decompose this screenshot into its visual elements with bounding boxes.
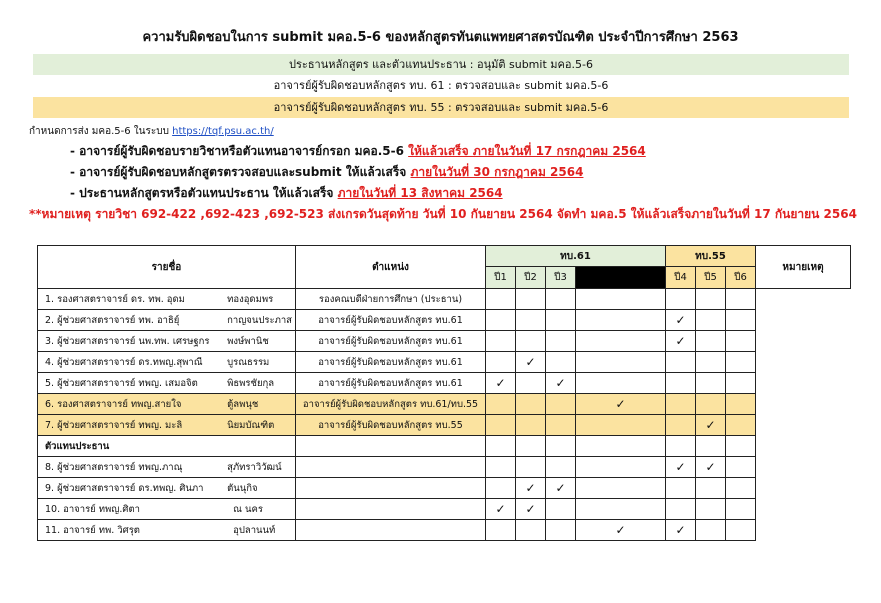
check-cell xyxy=(546,520,576,541)
check-cell xyxy=(486,331,516,352)
remark-cell xyxy=(726,310,756,331)
row-number: 2. xyxy=(45,314,55,326)
person-name-cell xyxy=(38,394,296,415)
header-year-4: ปี4 xyxy=(666,267,696,289)
person-title-name: รองศาสตราจารย์ ทพญ.สายใจ xyxy=(57,398,182,410)
position-cell xyxy=(296,499,486,520)
header-remark: หมายเหตุ xyxy=(756,246,851,289)
remark-cell xyxy=(726,373,756,394)
person-surname: ตันนุกิจ xyxy=(227,482,258,494)
check-cell xyxy=(576,520,666,541)
check-icon: ✓ xyxy=(675,334,686,348)
header-year-5: ปี5 xyxy=(696,267,726,289)
check-cell xyxy=(666,520,696,541)
bullet-1-deadline: ให้แล้วเสร็จ ภายในวันที่ 17 กรกฎาคม 2564 xyxy=(408,144,646,158)
check-icon: ✓ xyxy=(615,397,626,411)
person-title-name: รองศาสตราจารย์ ดร. ทพ. อุดม xyxy=(57,293,185,305)
bullet-1 xyxy=(70,142,646,161)
check-cell xyxy=(486,457,516,478)
deadline-note-text: กำหนดการส่ง มคอ.5-6 ในระบบ xyxy=(29,126,173,137)
position-cell: อาจารย์ผู้รับผิดชอบหลักสูตร ทบ.61 xyxy=(296,352,486,373)
band-tb55: อาจารย์ผู้รับผิดชอบหลักสูตร ทบ. 55 : ตรวจสอบและ submit มคอ.5-6 xyxy=(33,97,849,118)
check-cell xyxy=(696,436,726,457)
table-row xyxy=(38,331,851,352)
check-cell xyxy=(696,352,726,373)
remark-cell xyxy=(726,457,756,478)
check-cell xyxy=(666,310,696,331)
header-name: รายชื่อ xyxy=(38,246,296,289)
check-icon: ✓ xyxy=(495,502,506,516)
check-icon: ✓ xyxy=(705,460,716,474)
check-cell xyxy=(666,499,696,520)
person-surname: พงษ์พานิช xyxy=(227,335,269,347)
tqf-link[interactable]: https://tqf.psu.ac.th/ xyxy=(172,126,274,137)
check-cell xyxy=(516,520,546,541)
row-number: 6. xyxy=(45,398,55,410)
table-row xyxy=(38,373,851,394)
row-number: 1. xyxy=(45,293,55,305)
check-cell xyxy=(576,499,666,520)
check-cell xyxy=(516,415,546,436)
check-cell xyxy=(696,478,726,499)
person-title-name: ผู้ช่วยศาสตราจารย์ ดร.ทพญ.สุพาณี xyxy=(57,356,203,368)
remark-note: **หมายเหตุ รายวิชา 692-422 ,692-423 ,692-523 ส่งเกรดวันสุดท้าย วันที่ 10 กันยายน 2564 จัดทำ มคอ.5 ให้แล้วเสร็จภายในวันที่ 17 กันยายน 2564 xyxy=(29,207,857,221)
check-cell xyxy=(486,520,516,541)
check-cell xyxy=(666,373,696,394)
row-number: 4. xyxy=(45,356,55,368)
person-name-cell xyxy=(38,331,296,352)
bullet-2 xyxy=(70,163,583,182)
check-icon: ✓ xyxy=(525,481,536,495)
person-name-cell xyxy=(38,352,296,373)
row-number: 10. xyxy=(45,503,61,515)
position-cell: อาจารย์ผู้รับผิดชอบหลักสูตร ทบ.55 xyxy=(296,415,486,436)
check-cell xyxy=(576,457,666,478)
check-cell xyxy=(696,289,726,310)
check-cell xyxy=(516,310,546,331)
header-year-3: ปี3 xyxy=(546,267,576,289)
check-cell xyxy=(546,394,576,415)
row-number: 8. xyxy=(45,461,55,473)
position-cell: อาจารย์ผู้รับผิดชอบหลักสูตร ทบ.61 xyxy=(296,331,486,352)
person-title-name: อาจารย์ ทพ. วิศรุต xyxy=(63,524,140,536)
check-cell xyxy=(576,373,666,394)
check-icon: ✓ xyxy=(615,523,626,537)
check-cell xyxy=(696,415,726,436)
person-surname: สุภัทราวิวัฒน์ xyxy=(227,461,282,473)
check-icon: ✓ xyxy=(675,523,686,537)
check-cell xyxy=(546,478,576,499)
check-cell xyxy=(516,457,546,478)
table-row xyxy=(38,457,851,478)
check-icon: ✓ xyxy=(675,460,686,474)
band-chair: ประธานหลักสูตร และตัวแทนประธาน : อนุมัติ submit มคอ.5-6 xyxy=(33,54,849,75)
check-cell xyxy=(576,478,666,499)
person-name-cell xyxy=(38,457,296,478)
position-cell: อาจารย์ผู้รับผิดชอบหลักสูตร ทบ.61/ทบ.55 xyxy=(296,394,486,415)
person-title-name: อาจารย์ ทพญ.ศิตา xyxy=(63,503,140,515)
check-cell xyxy=(486,436,516,457)
remark-cell xyxy=(726,352,756,373)
bullet-3-text: - ประธานหลักสูตรหรือตัวแทนประธาน ให้แล้วเสร็จ xyxy=(70,186,338,200)
check-icon: ✓ xyxy=(525,502,536,516)
person-title-name: ผู้ช่วยศาสตราจารย์ ดร.ทพญ. ศินภา xyxy=(57,482,204,494)
check-cell xyxy=(516,478,546,499)
table-row xyxy=(38,310,851,331)
band-tb61: อาจารย์ผู้รับผิดชอบหลักสูตร ทบ. 61 : ตรวจสอบและ submit มคอ.5-6 xyxy=(273,79,609,92)
row-number: 3. xyxy=(45,335,55,347)
person-name-cell xyxy=(38,373,296,394)
header-year-6: ปี6 xyxy=(726,267,756,289)
check-cell xyxy=(576,331,666,352)
remark-cell xyxy=(726,394,756,415)
position-cell xyxy=(296,457,486,478)
check-cell xyxy=(666,394,696,415)
row-number: 9. xyxy=(45,482,55,494)
remark-cell xyxy=(726,289,756,310)
table-row xyxy=(38,478,851,499)
remark-cell xyxy=(726,520,756,541)
person-name-cell xyxy=(38,415,296,436)
row-number: 5. xyxy=(45,377,55,389)
header-year-1: ปี1 xyxy=(486,267,516,289)
check-cell xyxy=(576,289,666,310)
check-cell xyxy=(696,457,726,478)
person-surname: ทองอุดมพร xyxy=(227,293,274,305)
remark-cell xyxy=(726,436,756,457)
person-surname: ณ นคร xyxy=(233,503,263,515)
deadline-note xyxy=(29,124,274,139)
check-cell xyxy=(486,478,516,499)
check-cell xyxy=(696,499,726,520)
row-number: 11. xyxy=(45,524,61,536)
position-cell: รองคณบดีฝ่ายการศึกษา (ประธาน) xyxy=(296,289,486,310)
person-name-cell xyxy=(38,289,296,310)
check-cell xyxy=(666,478,696,499)
page-title: ความรับผิดชอบในการ submit มคอ.5-6 ของหลักสูตรทันตแพทยศาสตรบัณฑิต ประจำปีการศึกษา 2563 xyxy=(142,30,739,45)
person-title-name: ผู้ช่วยศาสตราจารย์ ทพญ. เสมอจิต xyxy=(57,377,198,389)
check-cell xyxy=(546,499,576,520)
check-cell xyxy=(666,436,696,457)
table-row xyxy=(38,415,851,436)
row-number: 7. xyxy=(45,419,55,431)
header-group-61: ทบ.61 xyxy=(486,246,666,267)
bullet-2-deadline: ภายในวันที่ 30 กรกฎาคม 2564 xyxy=(410,165,584,179)
check-cell xyxy=(666,289,696,310)
check-cell xyxy=(546,415,576,436)
position-cell: อาจารย์ผู้รับผิดชอบหลักสูตร ทบ.61 xyxy=(296,373,486,394)
position-cell: อาจารย์ผู้รับผิดชอบหลักสูตร ทบ.61 xyxy=(296,310,486,331)
remark-cell xyxy=(726,331,756,352)
table-row xyxy=(38,520,851,541)
person-title-name: ผู้ช่วยศาสตราจารย์ ทพญ. มะลิ xyxy=(57,419,183,431)
check-icon: ✓ xyxy=(555,481,566,495)
check-cell xyxy=(486,310,516,331)
check-cell xyxy=(516,373,546,394)
responsibility-table xyxy=(37,245,851,541)
header-group-55: ทบ.55 xyxy=(666,246,756,267)
check-cell xyxy=(546,373,576,394)
remark-cell xyxy=(726,499,756,520)
redacted-column xyxy=(576,267,666,289)
check-cell xyxy=(516,436,546,457)
person-surname: บูรณธรรม xyxy=(227,356,270,368)
check-cell xyxy=(486,394,516,415)
person-surname: พิธพรชัยกุล xyxy=(227,377,275,389)
check-cell xyxy=(576,310,666,331)
position-cell xyxy=(296,478,486,499)
check-cell xyxy=(666,331,696,352)
check-cell xyxy=(696,310,726,331)
person-name-cell xyxy=(38,520,296,541)
check-icon: ✓ xyxy=(675,313,686,327)
check-cell xyxy=(516,289,546,310)
check-cell xyxy=(696,373,726,394)
check-cell xyxy=(486,352,516,373)
check-cell xyxy=(696,520,726,541)
check-cell xyxy=(486,373,516,394)
person-title-name: ผู้ช่วยศาสตราจารย์ นพ.ทพ. เศรษฐกร xyxy=(57,335,210,347)
bullet-1-text: - อาจารย์ผู้รับผิดชอบรายวิชาหรือตัวแทนอาจารย์กรอก มคอ.5-6 xyxy=(70,144,409,158)
check-cell xyxy=(546,352,576,373)
person-name-cell xyxy=(38,310,296,331)
check-icon: ✓ xyxy=(555,376,566,390)
header-position: ตำแหน่ง xyxy=(296,246,486,289)
check-cell xyxy=(696,394,726,415)
check-cell xyxy=(696,331,726,352)
check-cell xyxy=(666,457,696,478)
table-row xyxy=(38,289,851,310)
person-title-name: ผู้ช่วยศาสตราจารย์ ทพญ.ภาณุ xyxy=(57,461,183,473)
remark-cell xyxy=(726,478,756,499)
person-name-cell xyxy=(38,499,296,520)
check-cell xyxy=(576,394,666,415)
header-year-2: ปี2 xyxy=(516,267,546,289)
check-cell xyxy=(516,499,546,520)
person-name-cell xyxy=(38,478,296,499)
bullet-3 xyxy=(70,184,503,203)
person-surname: อุปลานนท์ xyxy=(233,524,276,536)
check-cell xyxy=(666,352,696,373)
check-cell xyxy=(546,310,576,331)
check-cell xyxy=(486,289,516,310)
check-cell xyxy=(516,331,546,352)
bullet-2-text: - อาจารย์ผู้รับผิดชอบหลักสูตรตรวจสอบและsubmit ให้แล้วเสร็จ xyxy=(70,165,411,179)
check-cell xyxy=(546,457,576,478)
section-row xyxy=(38,436,851,457)
person-surname: กาญจนประภาส xyxy=(227,314,292,326)
check-icon: ✓ xyxy=(525,355,536,369)
person-title-name: ผู้ช่วยศาสตราจารย์ ทพ. อาธิยุ์ xyxy=(57,314,180,326)
check-cell xyxy=(486,415,516,436)
check-icon: ✓ xyxy=(705,418,716,432)
check-cell xyxy=(576,415,666,436)
check-cell xyxy=(576,352,666,373)
section-label: ตัวแทนประธาน xyxy=(38,436,296,457)
person-surname: นิยมบัณฑิต xyxy=(227,419,275,431)
remark-cell xyxy=(726,415,756,436)
table-row xyxy=(38,352,851,373)
bullet-3-deadline: ภายในวันที่ 13 สิงหาคม 2564 xyxy=(337,186,503,200)
position-cell xyxy=(296,520,486,541)
check-icon: ✓ xyxy=(495,376,506,390)
check-cell xyxy=(546,436,576,457)
table-row xyxy=(38,499,851,520)
table-row xyxy=(38,394,851,415)
check-cell xyxy=(486,499,516,520)
position-cell xyxy=(296,436,486,457)
check-cell xyxy=(576,436,666,457)
check-cell xyxy=(516,394,546,415)
person-surname: ตู้ลพนุช xyxy=(227,398,259,410)
check-cell xyxy=(546,331,576,352)
check-cell xyxy=(546,289,576,310)
check-cell xyxy=(516,352,546,373)
check-cell xyxy=(666,415,696,436)
